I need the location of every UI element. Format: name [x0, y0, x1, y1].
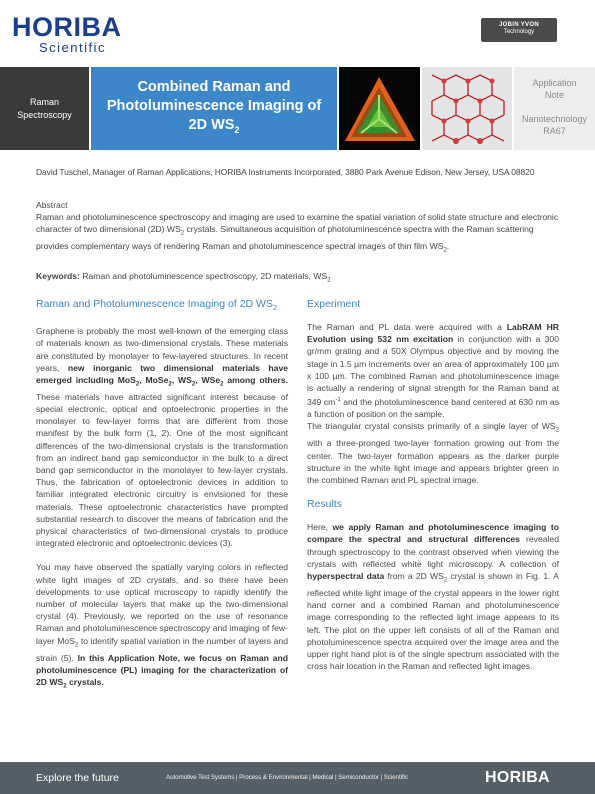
abstract [36, 199, 561, 257]
category-line2: Spectroscopy [17, 109, 72, 120]
application-note-box [514, 67, 595, 150]
keywords: Keywords: Raman and photoluminescence spectroscopy, 2D materials, $WS_2$ [36, 271, 331, 284]
crystal-triangle-graphic [339, 67, 420, 150]
note-line1: Application [532, 78, 577, 88]
left-column [36, 298, 288, 705]
note-line4: RA67 [543, 126, 566, 136]
category-line1: Raman [29, 96, 59, 107]
title-line3: 2D WS [188, 116, 235, 133]
title-subscript: 2 [234, 124, 240, 135]
abstract-text: Raman and photoluminescence spectroscopy and imaging are used to examine the spatial variation of solid state structure and electronic character of two dimensional (2D) $WS_2$ crystals. Simultaneous acquisition of photoluminescence spectra with the Raman scattering provides complementary ways of rendering Raman and photoluminescence spectral images of thin film $WS_2$. [36, 212, 559, 255]
footer-sectors: Automotive Test Systems | Process & Environmental | Medical | Semiconductor | Scientific [166, 774, 408, 781]
keywords-label: Keywords: [36, 271, 80, 281]
nanotube-graphic [422, 67, 512, 150]
horiba-logo [12, 14, 172, 55]
intro-paragraph: Graphene is probably the most well-known of the emerging class of materials known as two-dimensional crystals. These materials are constituted by monolayer to few-layered structures. In recent years, new inorganic two dimensional materials have emerged including MoS$_2$, MoSe$_2$, $WS_2$, WSe$_2$ among others. These materials have attracted significant interest because of special electronic, optical and optoelectronic properties in the monolayer to few-layer forms that are different from those manifest by the bulk form (1, 2). One of the most significant differences of the two-dimensional crystals is the transformation from an indirect band gap semiconductor in the bulk to a direct band gap semiconductor in the monolayer to few-layer crystals. Thus, the fabrication of optoelectronic devices in addition to familiar integrated electronic circuitry is envisioned for these materials. These optoelectronic characteristics have prompted substantial research to discover the means of fabrication and the physical characteristics of two-dimensional crystals to produce integrated electronic and optoelectronic devices (3). [36, 326, 289, 549]
logo-wordmark: HORIBA [12, 12, 122, 42]
experiment-paragraph-1: The Raman and PL data were acquired with a LabRAM HR Evolution using 532 nm excitation in conjunction with a 300 gr/mm grating and a 50X Olympus objective and by moving the stage in 1.5 µm increments over an area of approximately 100 µm x 100 µm. The combined Raman and photoluminescence image is actually a rendering of signal strength for the Raman band at 349 $cm^{-1}$ and the photoluminescence band centered at 630 nm as a function of position on the sample. [307, 322, 559, 420]
results-paragraph: Here, we apply Raman and photoluminescence imaging to compare the spectral and structural differences revealed through spectroscopy to the contrast observed when viewing the crystals with reflected white light microscopy. A collection of hyperspectral data from a 2D $WS_2$ crystal is shown in Fig. 1. A reflected white light image of the crystal appears in the lower right hand corner and a combined Raman and photoluminescence image corresponding to the reflected light image appears to its left. The plot on the upper left consists of all of the Raman and photoluminescence spectra acquired over the image area and the upper right hand plot is of the single spectrum associated with the cross hair location in the Raman and reflected light images. [307, 522, 560, 672]
abstract-heading: Abstract [36, 200, 68, 210]
document-title [91, 67, 337, 150]
title-line2: Photoluminescence Imaging of [106, 97, 322, 114]
nanotube-image [422, 67, 512, 150]
crystal-image [339, 67, 420, 150]
section-heading-results: Results [307, 498, 343, 511]
note-line3: Nanotechnology [521, 114, 588, 124]
section-heading-imaging: Raman and Photoluminescence Imaging of 2D $WS_2$ [36, 298, 277, 313]
title-band [0, 67, 595, 150]
badge-line2: Technology [503, 29, 535, 35]
right-column [307, 298, 559, 684]
title-line1: Combined Raman and [137, 78, 291, 95]
category-box [0, 67, 89, 150]
jobin-yvon-badge [481, 18, 557, 42]
section-heading-experiment: Experiment [307, 298, 361, 310]
experiment-paragraph-2: The triangular crystal consists primarily of a single layer of $WS_2$ with a three-pronged two-layer formation growing out from the center. The two-layer formation appears as the darker purple structure in the white light image and appears brighter green in the combined Raman and PL spectral image. [307, 421, 559, 486]
badge-line1: JOBIN YVON [499, 22, 539, 28]
note-line2: Note [544, 90, 564, 100]
logo-subtitle: Scientific [39, 40, 107, 55]
footer-bar [0, 762, 595, 794]
footer-brand-logo: HORIBA [485, 769, 550, 786]
author-line: David Tuschel, Manager of Raman Applications, HORIBA Instruments Incorporated, 3880 Park Avenue Edison, New Jersey, USA 08820 [36, 167, 535, 177]
focus-paragraph: You may have observed the spatially varying colors in reflected white light images of 2D crystals, and so there have been developments to use optical microscopy to rapidly identify the number of molecular layers that make up the two-dimensional crystal (4). Previously, we reported on the use of resonance Raman and photoluminescence spectroscopy and imaging of few-layer MoS$_2$ to identify spatial variation in the number of layers and strain (5). In this Application Note, we focus on Raman and photoluminescence (PL) imaging for the characterization of 2D $WS_2$ crystals. [36, 562, 288, 690]
footer-tagline: Explore the future [36, 772, 119, 784]
